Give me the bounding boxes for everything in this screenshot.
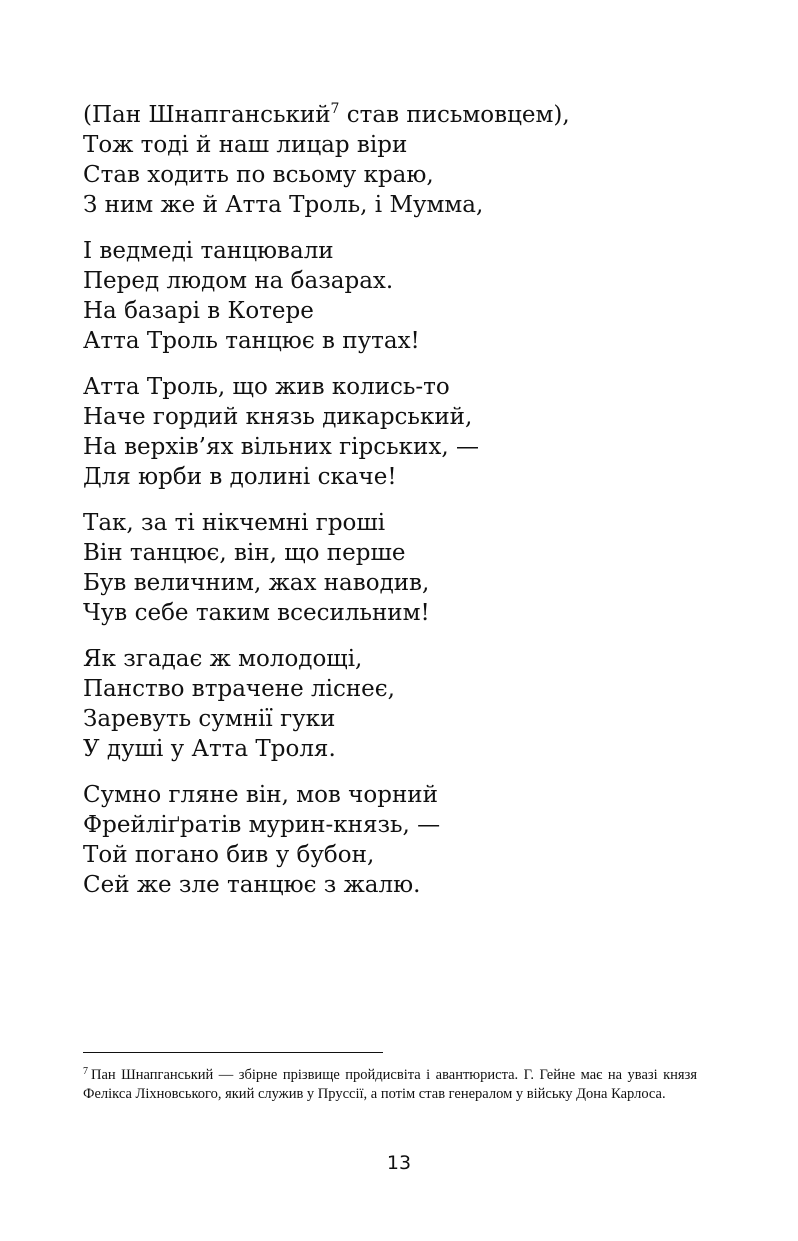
stanza-5 <box>83 644 723 764</box>
stanza-2 <box>83 236 723 356</box>
footnote-text: Пан Шнапганський — збірне прізвище пройдисвіта і авантюриста. Г. Гейне має на увазі князя Фелікса Ліхновського, який служив у Пруссії, а потім став генералом у війську Дона Карлоса. <box>83 1067 697 1102</box>
poem-line: Чув себе таким всесильним! <box>83 600 430 626</box>
poem-line: Став ходить по всьому краю, <box>83 162 434 188</box>
poem-line: На верхів’ях вільних гірських, — <box>83 434 479 460</box>
line-text: став письмовцем), <box>339 102 570 128</box>
stanza-6 <box>83 780 723 900</box>
footnote-reference[interactable]: 7 <box>330 101 340 117</box>
stanza-3 <box>83 372 723 492</box>
poem-line <box>83 100 723 130</box>
poem-line: Для юрби в долині скаче! <box>83 464 397 490</box>
footnote-divider <box>83 1052 383 1053</box>
poem-line: Атта Троль танцює в путах! <box>83 328 420 354</box>
poem-line: Сей же зле танцює з жалю. <box>83 872 421 898</box>
poem-line: Фрейліґратів мурин-князь, — <box>83 812 441 838</box>
poem-line: Тож тоді й наш лицар віри <box>83 132 408 158</box>
poem-line: Атта Троль, що жив колись-то <box>83 374 450 400</box>
poem-line: Перед людом на базарах. <box>83 268 394 294</box>
footnote <box>83 1066 697 1104</box>
poem-line: Панство втрачене ліснеє, <box>83 676 395 702</box>
poem <box>83 100 723 916</box>
poem-line: У душі у Атта Троля. <box>83 736 336 762</box>
poem-line: Був величним, жах наводив, <box>83 570 430 596</box>
stanza-4 <box>83 508 723 628</box>
poem-line: На базарі в Котере <box>83 298 314 324</box>
poem-line: Так, за ті нікчемні гроші <box>83 510 386 536</box>
line-text: (Пан Шнапганський <box>83 102 331 128</box>
poem-line: Сумно гляне він, мов чорний <box>83 782 438 808</box>
page-number: 13 <box>386 1152 412 1174</box>
poem-line: Як згадає ж молодощі, <box>83 646 363 672</box>
poem-line: І ведмеді танцювали <box>83 238 334 264</box>
stanza-1 <box>83 100 723 220</box>
poem-line: З ним же й Атта Троль, і Мумма, <box>83 192 484 218</box>
poem-line: Той погано бив у бубон, <box>83 842 375 868</box>
footnote-number: 7 <box>83 1066 88 1077</box>
poem-line: Наче гордий князь дикарський, <box>83 404 473 430</box>
poem-line: Заревуть сумнії гуки <box>83 706 336 732</box>
poem-line: Він танцює, він, що перше <box>83 540 406 566</box>
